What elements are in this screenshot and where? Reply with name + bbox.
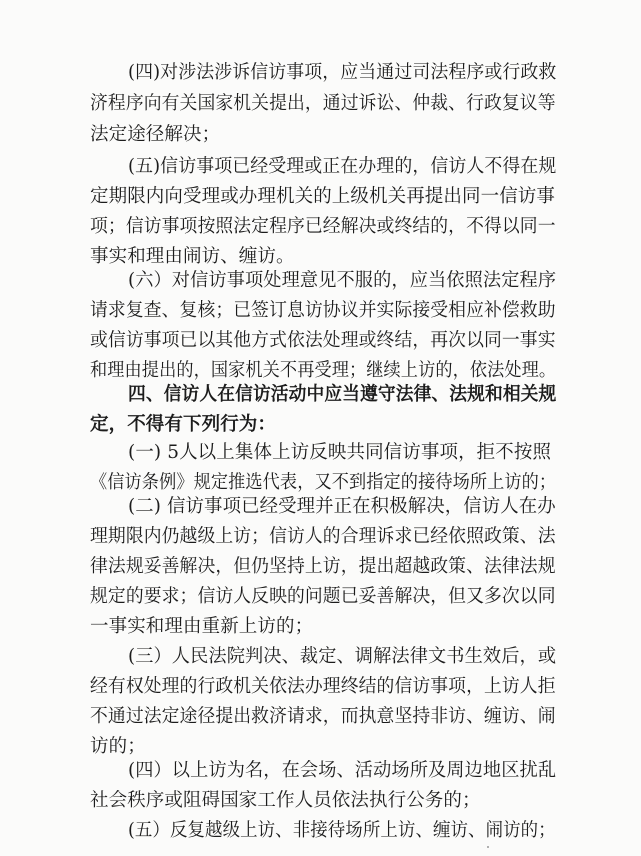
- text-line: 请求复查、复核；已签订息访协议并实际接受相应补偿救助: [90, 300, 556, 321]
- text-line: 访的；: [90, 736, 146, 757]
- text-line: (四）以上访为名，在会场、活动场所及周边地区扰乱: [128, 760, 557, 781]
- text-line: 事实和理由闹访、缠访。: [90, 246, 295, 267]
- text-line: (五)信访事项已经受理或正在办理的，信访人不得在规: [128, 156, 557, 177]
- text-line: 规定的要求；信访人反映的问题已妥善解决，但又多次以同: [90, 586, 556, 607]
- text-line: 济程序向有关国家机关提出，通过诉讼、仲裁、行政复议等: [90, 93, 556, 114]
- text-line: (六）对信访事项处理意见不服的，应当依照法定程序: [128, 270, 557, 291]
- text-line: 定期限内向受理或办理机关的上级机关再提出同一信访事: [90, 186, 556, 207]
- text-line: (五）反复越级上访、非接待场所上访、缠访、闹访的；: [128, 820, 556, 841]
- text-line: 不通过法定途径提出救济请求，而执意坚持非访、缠访、闹: [90, 706, 556, 727]
- text-line: 社会秩序或阻碍国家工作人员依法执行公务的；: [90, 790, 481, 811]
- text-line: (二) 信访事项已经受理并正在积极解决，信访人在办: [128, 496, 556, 517]
- text-line: 经有权处理的行政机关依法办理终结的信访事项，上访人拒: [90, 676, 556, 697]
- text-line: (一) 5人以上集体上访反映共同信访事项，拒不按照: [128, 442, 552, 463]
- text-line: 法定途径解决；: [90, 124, 221, 145]
- scan-speck: [487, 846, 489, 848]
- text-line: 理期限内仍越级上访；信访人的合理诉求已经依照政策、法: [90, 526, 556, 547]
- text-line: (三）人民法院判决、裁定、调解法律文书生效后，或: [128, 646, 557, 667]
- section-heading-line: 定，不得有下列行为：: [90, 414, 277, 435]
- section-heading-line: 四、信访人在信访活动中应当遵守法律、法规和相关规: [128, 384, 557, 405]
- text-line: 项；信访事项按照法定程序已经解决或终结的，不得以同一: [90, 216, 556, 237]
- text-line: 和理由提出的，国家机关不再受理；继续上访的，依法处理。: [90, 360, 557, 381]
- text-line: 一事实和理由重新上访的；: [90, 616, 314, 637]
- text-line: 或信访事项已以其他方式依法处理或终结，再次以同一事实: [90, 330, 556, 351]
- text-line: 《信访条例》规定推选代表，又不到指定的接待场所上访的；: [90, 472, 557, 493]
- text-line: 律法规妥善解决，但仍坚持上访，提出超越政策、法律法规: [90, 556, 556, 577]
- text-line: (四)对涉法涉诉信访事项，应当通过司法程序或行政救: [128, 62, 557, 83]
